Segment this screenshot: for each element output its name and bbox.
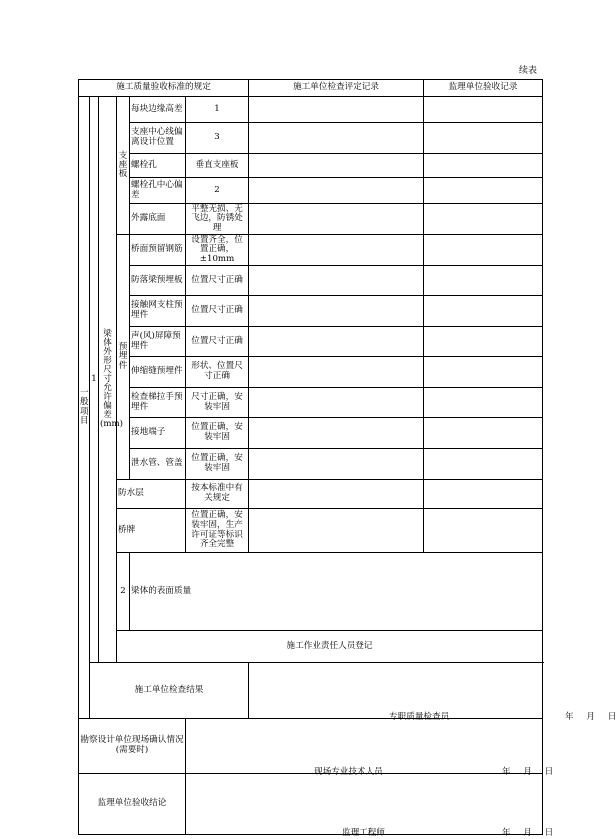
row-standard: 设置齐全，位置正确，±10mm	[186, 235, 249, 266]
supervisor-cell[interactable]	[424, 154, 543, 178]
contractor-cell[interactable]	[249, 388, 424, 418]
item1-name: 梁体外形尺寸允许偏差(mm)	[99, 97, 117, 663]
item2-number: 2	[117, 553, 130, 631]
acceptance-record-table	[78, 79, 616, 838]
supervisor-cell[interactable]	[424, 123, 543, 154]
contractor-cell[interactable]	[249, 509, 424, 553]
supervisor-cell[interactable]	[424, 388, 543, 418]
row-name: 每块边缘高差	[130, 97, 186, 123]
header-standard: 施工质量验收标准的规定	[79, 80, 249, 97]
row-standard: 按本标准中有关规定	[186, 480, 249, 509]
continued-label: 续表	[519, 66, 538, 76]
contractor-cell[interactable]	[249, 449, 424, 480]
contractor-cell[interactable]	[249, 204, 424, 235]
contractor-cell[interactable]	[249, 418, 424, 449]
row-name: 螺栓孔	[130, 154, 186, 178]
supervisor-cell[interactable]	[424, 357, 543, 388]
row-name: 桥牌	[117, 509, 186, 553]
row-name: 接地端子	[130, 418, 186, 449]
crew-label: 施工作业责任人员登记	[117, 631, 543, 663]
result-field[interactable]	[249, 663, 616, 722]
supervise-field[interactable]	[186, 774, 554, 838]
supervisor-cell[interactable]	[424, 235, 543, 266]
supervisor-cell[interactable]	[424, 266, 543, 296]
supervisor-cell[interactable]	[424, 327, 543, 357]
supervisor-cell[interactable]	[424, 509, 543, 553]
date-label: 年 月 日	[502, 828, 554, 838]
row-standard: 位置尺寸正确	[186, 266, 249, 296]
row-name: 防落梁预埋板	[130, 266, 186, 296]
row-standard: 位置正确，安装牢固	[186, 449, 249, 480]
row-name: 声(风)屏障预埋件	[130, 327, 186, 357]
contractor-cell[interactable]	[249, 235, 424, 266]
contractor-cell[interactable]	[249, 480, 424, 509]
supervisor-cell[interactable]	[424, 418, 543, 449]
row-standard: 垂直支座板	[186, 154, 249, 178]
header-supervisor: 监理单位验收记录	[424, 80, 543, 97]
row-name: 螺栓孔中心偏差	[130, 178, 186, 204]
header-contractor: 施工单位检查评定记录	[249, 80, 424, 97]
item1-number: 1	[90, 97, 99, 663]
contractor-cell[interactable]	[249, 357, 424, 388]
supervisor-cell[interactable]	[424, 296, 543, 327]
group-embedded-parts: 预埋件	[117, 235, 130, 480]
row-name: 伸缩缝预埋件	[130, 357, 186, 388]
row-name: 接触网支柱预埋件	[130, 296, 186, 327]
supervisor-cell[interactable]	[424, 178, 543, 204]
contractor-cell[interactable]	[249, 154, 424, 178]
contractor-cell[interactable]	[249, 266, 424, 296]
check-grid[interactable]	[249, 97, 424, 123]
supervisor-cell[interactable]	[424, 449, 543, 480]
row-standard: 1	[186, 97, 249, 123]
category-label: 一般项目	[79, 97, 90, 719]
engineer-label: 监理工程师	[342, 828, 385, 838]
row-standard: 平整无损、无飞边，防锈处理	[186, 204, 249, 235]
supervisor-cell[interactable]	[424, 97, 543, 123]
contractor-cell[interactable]	[249, 296, 424, 327]
row-standard: 形状、位置尺寸正确	[186, 357, 249, 388]
item2-name: 梁体的表面质量	[130, 553, 543, 631]
row-standard: 2	[186, 178, 249, 204]
row-standard: 位置正确，安装牢固	[186, 418, 249, 449]
date-label: 年 月 日	[565, 712, 616, 722]
design-label: 勘察设计单位现场确认情况(需要时)	[79, 719, 186, 774]
row-name: 外露底面	[130, 204, 186, 235]
row-name: 防水层	[117, 480, 186, 509]
row-standard: 位置尺寸正确	[186, 327, 249, 357]
supervisor-cell[interactable]	[424, 204, 543, 235]
result-label: 施工单位检查结果	[90, 663, 249, 719]
design-field[interactable]	[186, 719, 554, 777]
date-label: 年 月 日	[502, 767, 554, 777]
tech-label: 现场专业技术人员	[314, 767, 383, 777]
supervise-label: 监理单位验收结论	[79, 774, 186, 835]
row-standard: 位置尺寸正确	[186, 296, 249, 327]
row-name: 泄水管、管盖	[130, 449, 186, 480]
check-grid[interactable]	[249, 178, 424, 204]
row-name: 检查梯拉手预埋件	[130, 388, 186, 418]
supervisor-cell[interactable]	[424, 480, 543, 509]
group-support-plate: 支座板	[117, 97, 130, 235]
row-standard: 3	[186, 123, 249, 154]
row-name: 桥面预留钢筋	[130, 235, 186, 266]
inspector-label: 专职质量检查员	[389, 712, 450, 722]
row-standard: 尺寸正确，安装牢固	[186, 388, 249, 418]
row-name: 支座中心线偏离设计位置	[130, 123, 186, 154]
contractor-cell[interactable]	[249, 327, 424, 357]
row-standard: 位置正确，安装牢固，生产许可证等标识齐全完整	[186, 509, 249, 553]
check-grid[interactable]	[249, 123, 424, 154]
